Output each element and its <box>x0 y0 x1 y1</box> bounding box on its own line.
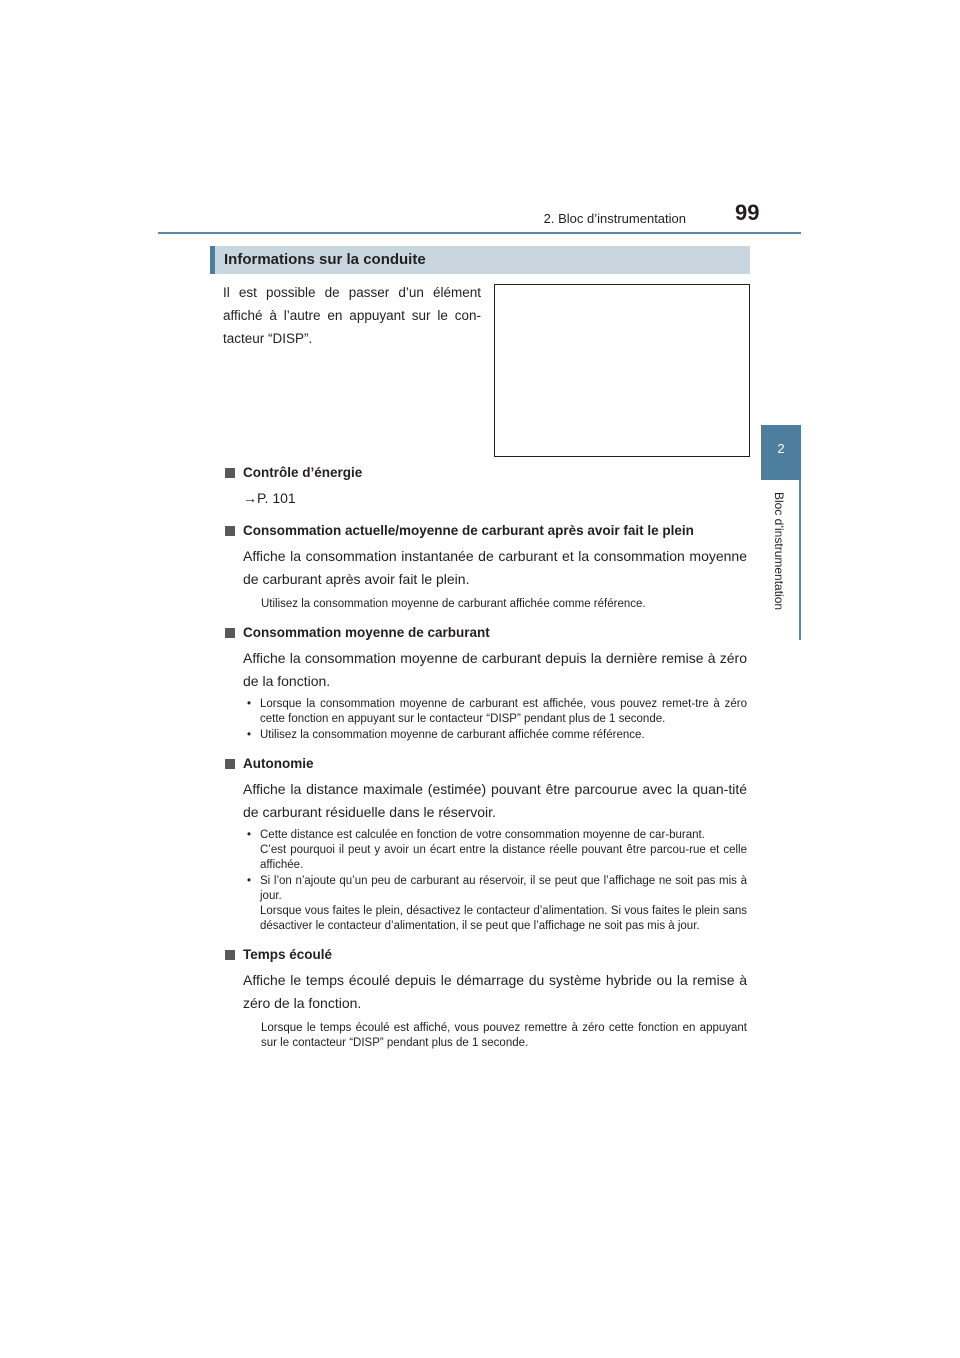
square-bullet-icon <box>225 628 235 638</box>
square-bullet-icon <box>225 759 235 769</box>
item-title <box>223 944 747 966</box>
item-description: Affiche la consommation instantanée de carburant et la consommation moyenne de carburant après avoir fait le plein. <box>243 548 747 587</box>
chapter-tab[interactable] <box>761 425 801 480</box>
section-title: Informations sur la conduite <box>224 251 426 268</box>
item-note: Utilisez la consommation moyenne de carburant affichée comme référence. <box>261 598 646 610</box>
chapter-tab-label: Bloc d’instrumentation <box>772 492 786 611</box>
header-divider <box>158 232 801 234</box>
item-elapsed-time <box>223 944 747 1051</box>
square-bullet-icon <box>225 950 235 960</box>
square-bullet-icon <box>225 468 235 478</box>
item-title-text: Autonomie <box>243 756 314 771</box>
note-text: • Utilisez la consommation moyenne de carburant affichée comme référence. <box>243 728 747 743</box>
item-notes <box>223 828 747 934</box>
page-number: 99 <box>735 200 760 225</box>
item-title <box>223 520 747 542</box>
page-header <box>0 0 960 240</box>
item-title-text: Temps écoulé <box>243 947 333 962</box>
item-note: Lorsque le temps écoulé est affiché, vous pouvez remettre à zéro cette fonction en appuyant sur le contacteur “DISP” pendant plus de 1 seconde. <box>261 1022 747 1049</box>
page-reference-link[interactable]: →P. 101 <box>243 490 296 506</box>
item-title <box>223 753 747 775</box>
item-notes <box>223 697 747 743</box>
note-text: • Lorsque la consommation moyenne de carburant est affichée, vous pouvez remet-tre à zéro cette fonction en appuyant sur le contacteur “DISP” pendant plus de 1 seconde. <box>243 697 747 727</box>
item-current-average-consumption <box>223 520 747 612</box>
figure-placeholder <box>494 284 750 457</box>
note-text: • Cette distance est calculée en fonction de votre consommation moyenne de car-burant. C’est pourquoi il peut y avoir un écart entre la distance réelle pouvant être parcou-rue et celle affichée. <box>243 828 747 873</box>
section-heading <box>210 246 750 274</box>
square-bullet-icon <box>225 526 235 536</box>
item-energy-monitor <box>223 462 747 510</box>
note-text: • Si l’on n’ajoute qu’un peu de carburant au réservoir, il se peut que l’affichage ne soit pas mis à jour. Lorsque vous faites le plein, désactivez le contacteur d’alimentation. Si vous faites le plein sans désactiver le contacteur d’alimentation, il se peut que l’affichage ne soit pas mis à jour. <box>243 874 747 934</box>
item-list <box>223 462 747 1061</box>
item-average-consumption <box>223 622 747 743</box>
item-title <box>223 622 747 644</box>
item-title <box>223 462 747 484</box>
item-description: Affiche le temps écoulé depuis le démarrage du système hybride ou la remise à zéro de la fonction. <box>243 972 747 1011</box>
item-title-text: Consommation moyenne de carburant <box>243 625 490 640</box>
item-title-text: Consommation actuelle/moyenne de carburant après avoir fait le plein <box>243 523 694 538</box>
item-description: Affiche la consommation moyenne de carburant depuis la dernière remise à zéro de la fonction. <box>243 650 747 689</box>
item-title-text: Contrôle d’énergie <box>243 465 363 480</box>
chapter-tab-number: 2 <box>777 441 785 456</box>
item-description: Affiche la distance maximale (estimée) pouvant être parcourue avec la quan-tité de carburant résiduelle dans le réservoir. <box>243 781 747 820</box>
item-range <box>223 753 747 934</box>
section-intro: Il est possible de passer d’un élément affiché à l’autre en appuyant sur le con-tacteur “DISP”. <box>223 285 481 346</box>
chapter-title: 2. Bloc d’instrumentation <box>543 211 686 226</box>
